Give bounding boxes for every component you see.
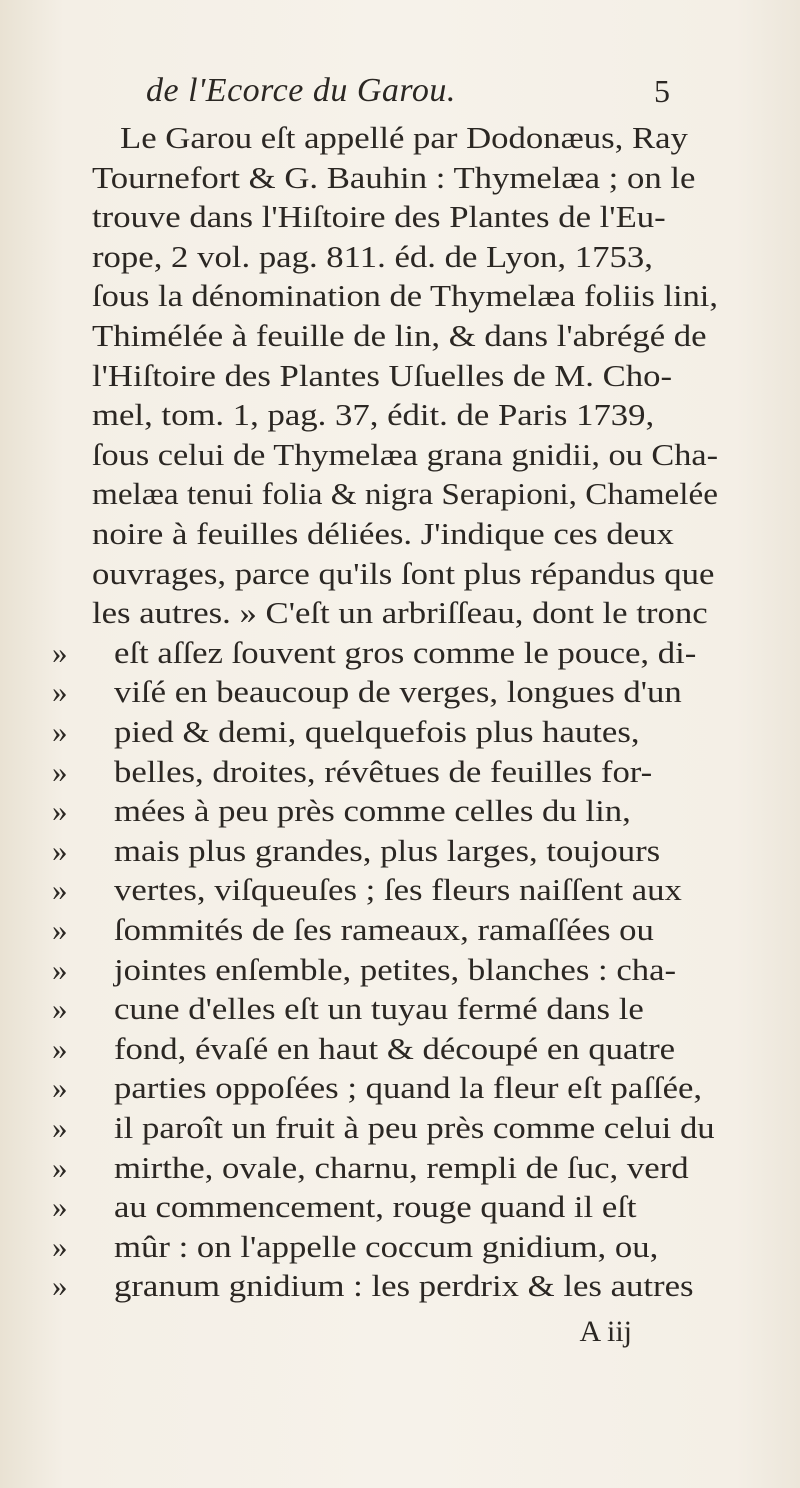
line-text: eſt aſſez ſouvent gros comme le pouce, di- bbox=[114, 634, 697, 670]
text-line bbox=[0, 116, 800, 160]
line-text: mées à peu près comme celles du lin, bbox=[114, 793, 631, 829]
text-line bbox=[0, 591, 800, 635]
quote-mark: » bbox=[52, 1228, 68, 1264]
line-text: ſous la dénomination de Thymelæa foliis lini, bbox=[92, 278, 718, 314]
text-line bbox=[0, 987, 800, 1031]
quote-mark: » bbox=[52, 714, 68, 749]
text-line bbox=[0, 1106, 800, 1150]
text-line bbox=[0, 1146, 800, 1190]
line-text: Le Garou eſt appellé par Dodonæus, Ray bbox=[120, 120, 688, 155]
quote-mark: » bbox=[52, 634, 68, 670]
text-line bbox=[0, 195, 800, 239]
line-text: au commencement, rouge quand il eſt bbox=[114, 1189, 637, 1225]
quote-mark: » bbox=[52, 991, 68, 1027]
quote-mark: » bbox=[52, 1268, 68, 1304]
quote-mark: » bbox=[52, 674, 68, 710]
line-text: mais plus grandes, plus larges, toujours bbox=[114, 832, 661, 868]
line-text: mûr : on l'appelle coccum gnidium, ou, bbox=[114, 1228, 659, 1264]
line-text: ſommités de ſes rameaux, ramaſſées ou bbox=[114, 912, 654, 947]
quote-mark: » bbox=[52, 832, 68, 868]
line-text: Thimélée à feuille de lin, & dans l'abrégé de bbox=[92, 318, 707, 353]
quote-mark: » bbox=[52, 1189, 68, 1225]
page-number: 5 bbox=[654, 73, 670, 109]
line-text: cune d'elles eſt un tuyau fermé dans le bbox=[114, 991, 644, 1027]
text-line bbox=[0, 552, 800, 596]
line-text: trouve dans l'Hiſtoire des Plantes de l'Eu- bbox=[92, 199, 666, 235]
text-line bbox=[0, 750, 800, 794]
text-line bbox=[0, 274, 800, 318]
line-text: ſous celui de Thymelæa grana gnidii, ou Cha- bbox=[92, 436, 719, 472]
line-text: parties oppoſées ; quand la fleur eſt paſſée, bbox=[114, 1070, 703, 1106]
text-line bbox=[0, 948, 800, 992]
quote-mark: » bbox=[52, 1110, 68, 1145]
line-text: Tournefort & G. Bauhin : Thymelæa ; on le bbox=[92, 159, 696, 195]
text-line bbox=[0, 829, 800, 873]
page-header bbox=[120, 66, 670, 116]
line-text: viſé en beaucoup de verges, longues d'un bbox=[114, 674, 682, 710]
line-text: les autres. » C'eſt un arbriſſeau, dont le tronc bbox=[92, 595, 708, 631]
line-text: ouvrages, parce qu'ils ſont plus répandus que bbox=[92, 555, 715, 591]
line-text: mel, tom. 1, pag. 37, édit. de Paris 1739, bbox=[92, 397, 655, 433]
text-line bbox=[0, 1066, 800, 1110]
line-text: noire à feuilles déliées. J'indique ces deux bbox=[92, 516, 674, 551]
line-text: il paroît un fruit à peu près comme celui du bbox=[114, 1110, 715, 1145]
text-line bbox=[0, 235, 800, 279]
text-line bbox=[0, 710, 800, 754]
text-line bbox=[0, 314, 800, 358]
text-line bbox=[0, 393, 800, 437]
line-text: mirthe, ovale, charnu, rempli de ſuc, verd bbox=[114, 1149, 689, 1185]
text-line bbox=[0, 1264, 800, 1308]
text-line bbox=[0, 1185, 800, 1229]
quote-mark: » bbox=[52, 951, 68, 987]
text-line bbox=[0, 868, 800, 912]
quote-mark: » bbox=[52, 1070, 68, 1106]
text-line bbox=[0, 433, 800, 477]
line-text: melæa tenui folia & nigra Serapioni, Chamelée bbox=[92, 476, 718, 512]
line-text: fond, évaſé en haut & découpé en quatre bbox=[114, 1030, 676, 1066]
text-line bbox=[0, 631, 800, 675]
text-line bbox=[0, 354, 800, 398]
text-line bbox=[0, 670, 800, 714]
text-line bbox=[0, 1027, 800, 1071]
text-line bbox=[0, 908, 800, 952]
line-text: granum gnidium : les perdrix & les autres bbox=[114, 1268, 694, 1304]
line-text: rope, 2 vol. pag. 811. éd. de Lyon, 1753, bbox=[92, 238, 653, 274]
quote-mark: » bbox=[52, 1030, 68, 1066]
quote-mark: » bbox=[52, 753, 68, 789]
text-line bbox=[0, 512, 800, 556]
text-line bbox=[0, 156, 800, 200]
line-text: belles, droites, révêtues de feuilles for- bbox=[114, 753, 653, 789]
line-text: jointes enſemble, petites, blanches : cha- bbox=[114, 951, 677, 987]
quote-mark: » bbox=[52, 793, 68, 829]
running-title: de l'Ecorce du Garou. bbox=[146, 72, 456, 109]
line-text: pied & demi, quelquefois plus hautes, bbox=[114, 714, 640, 749]
quote-mark: » bbox=[52, 1149, 68, 1185]
signature-mark: A iij bbox=[579, 1315, 632, 1348]
line-text: vertes, viſqueuſes ; ſes fleurs naiſſent aux bbox=[114, 872, 682, 908]
line-text: l'Hiſtoire des Plantes Uſuelles de M. Cho- bbox=[92, 357, 673, 393]
quote-mark: » bbox=[52, 872, 68, 908]
text-line bbox=[0, 1225, 800, 1269]
text-line bbox=[0, 789, 800, 833]
quote-mark: » bbox=[52, 912, 68, 947]
text-line bbox=[0, 472, 800, 516]
